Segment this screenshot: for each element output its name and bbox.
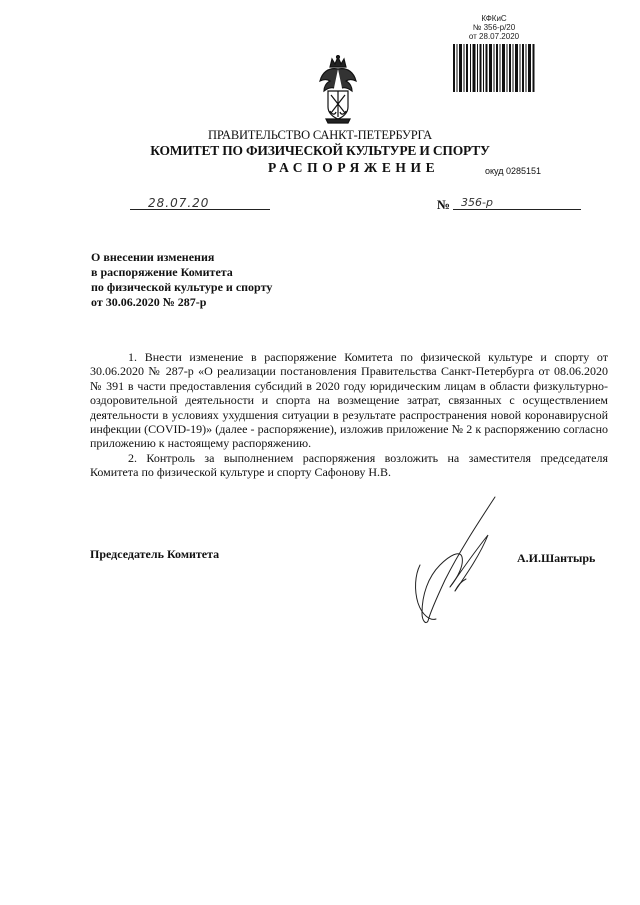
date-line xyxy=(130,209,270,210)
okud-code: окуд 0285151 xyxy=(485,166,542,176)
document-subject xyxy=(91,250,351,310)
subject-line: в распоряжение Комитета xyxy=(91,265,233,279)
committee-title: КОМИТЕТ ПО ФИЗИЧЕСКОЙ КУЛЬТУРЕ И СПОРТУ xyxy=(150,143,490,158)
body-paragraph: 2. Контроль за выполнением распоряжения возложить на заместителя председателя Комитета по физической культуре и спорту Сафонову Н.В. xyxy=(90,450,608,480)
handwritten-number: 356-р xyxy=(461,196,493,209)
document-type: РАСПОРЯЖЕНИЕ xyxy=(268,160,440,175)
stamp-number: № 356-р/20 xyxy=(472,23,516,32)
handwritten-signature-icon xyxy=(400,495,520,625)
subject-line: от 30.06.2020 № 287-р xyxy=(91,295,207,309)
coat-of-arms-icon xyxy=(318,55,358,125)
stamp-org: КФКиС xyxy=(481,14,507,23)
signer-name: А.И.Шантырь xyxy=(517,551,596,565)
number-prefix: № xyxy=(437,197,451,212)
body-paragraph: 1. Внести изменение в распоряжение Комитета по физической культуре и спорту от 30.06.2020 № 287-р «О реализации постановления Правительства Санкт-Петербурга от 08.06.2020 № 391 в части предоставления субсидий в 2020 году юридическим лицам в области физкультурно-оздоровительной деятельности и спорта на возмещение затрат, связанных с осуществлением деятельности в условиях ухудшения ситуации в результате распространения новой коронавирусной инфекции (COVID-19)» (далее - распоряжение), изложив приложение № 2 к распоряжению согласно приложению к настоящему распоряжению. xyxy=(90,350,608,451)
stamp-date: от 28.07.2020 xyxy=(468,32,520,41)
signer-position: Председатель Комитета xyxy=(90,547,220,561)
subject-line: по физической культуре и спорту xyxy=(91,280,273,294)
subject-line: О внесении изменения xyxy=(91,250,215,264)
registration-stamp xyxy=(452,14,536,41)
government-title: ПРАВИТЕЛЬСТВО САНКТ-ПЕТЕРБУРГА xyxy=(208,128,432,142)
handwritten-date: 28.07.20 xyxy=(148,196,210,210)
document-body xyxy=(90,350,608,480)
number-line xyxy=(453,209,581,210)
barcode-icon xyxy=(453,44,535,92)
